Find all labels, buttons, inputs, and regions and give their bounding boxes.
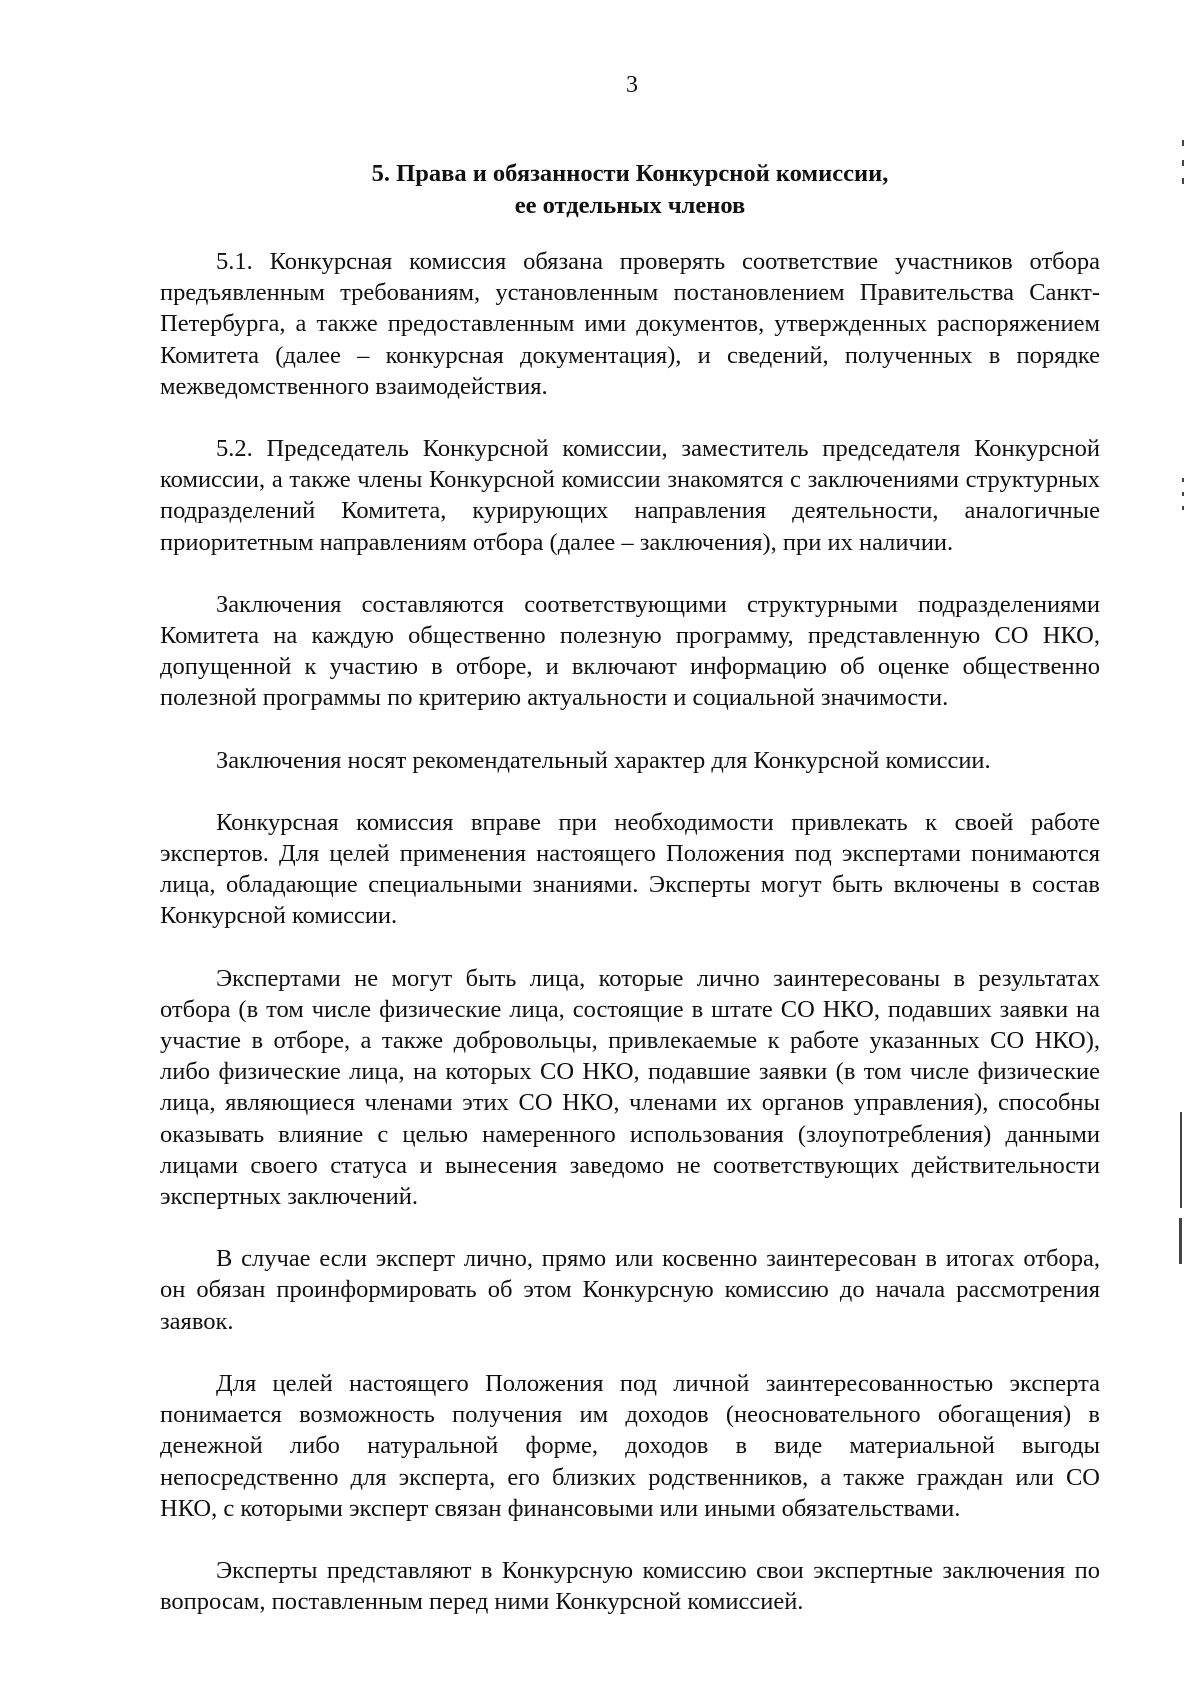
body-text (160, 246, 1100, 1617)
scan-artifact (1182, 506, 1184, 510)
scan-artifact (1182, 140, 1184, 146)
page-number: 3 (626, 72, 638, 98)
section-heading (160, 158, 1100, 222)
scan-artifact (1182, 478, 1184, 482)
scan-artifact (1180, 1112, 1182, 1208)
paragraph: В случае если эксперт лично, прямо или косвенно заинтересован в итогах отбора, он обязан проинформировать об этом Конкурсную комиссию до начала рассмотрения заявок. (160, 1245, 1100, 1335)
scan-artifact (1182, 178, 1184, 184)
paragraph: Эксперты представляют в Конкурсную комиссию свои экспертные заключения по вопросам, поставленным перед ними Конкурсной комиссией. (160, 1556, 1100, 1616)
paragraph: Заключения носят рекомендательный характер для Конкурсной комиссии. (216, 746, 991, 774)
paragraph: Для целей настоящего Положения под личной заинтересованностью эксперта понимается возможность получения им доходов (неосновательного обогащения) в денежной либо натуральной форме, доходов в виде материальной выгоды непосредственно для эксперта, его близких родственников, а также граждан или СО НКО, с которыми эксперт связан финансовыми или иными обязательствами. (160, 1369, 1100, 1522)
paragraph: Экспертами не могут быть лица, которые лично заинтересованы в результатах отбора (в том числе физические лица, состоящие в штате СО НКО, подавших заявки на участие в отборе, а также добровольцы, привлекаемые к работе указанных СО НКО), либо физические лица, на которых СО НКО, подавшие заявки (в том числе физические лица, являющиеся членами этих СО НКО, членами их органов управления), способны оказывать влияние с целью намеренного использования (злоупотребления) данными лицами своего статуса и вынесения заведомо не соответствующих действительности экспертных заключений. (160, 964, 1100, 1211)
section-heading-line-2: ее отдельных членов (514, 192, 746, 219)
paragraph-5-2: 5.2. Председатель Конкурсной комиссии, заместитель председателя Конкурсной комиссии, а также члены Конкурсной комиссии знакомятся с заключениями структурных подразделений Комитета, курирующих направления деятельности, аналогичные приоритетным направлениям отбора (далее – заключения), при их наличии. (160, 435, 1100, 556)
scan-artifact (1182, 492, 1184, 496)
paragraph: Конкурсная комиссия вправе при необходимости привлекать к своей работе экспертов. Для целей применения настоящего Положения под экспертами понимаются лица, обладающие специальными знаниями. Эксперты могут быть включены в состав Конкурсной комиссии. (160, 808, 1100, 930)
scan-artifact (1179, 1218, 1182, 1264)
paragraph: Заключения составляются соответствующими структурными подразделениями Комитета на каждую общественно полезную программу, представленную СО НКО, допущенной к участию в отборе, и включают информацию об оценке общественно полезной программы по критерию актуальности и социальной значимости. (160, 590, 1100, 712)
section-heading-line-1: 5. Права и обязанности Конкурсной комиссии, (371, 160, 889, 187)
paragraph-5-1: 5.1. Конкурсная комиссия обязана проверять соответствие участников отбора предъявленным требованиям, установленным постановлением Правительства Санкт-Петербурга, а также предоставленным ими документов, утвержденных распоряжением Комитета (далее – конкурсная документация), и сведений, полученных в порядке межведомственного взаимодействия. (160, 248, 1100, 400)
scan-artifact (1182, 160, 1184, 166)
